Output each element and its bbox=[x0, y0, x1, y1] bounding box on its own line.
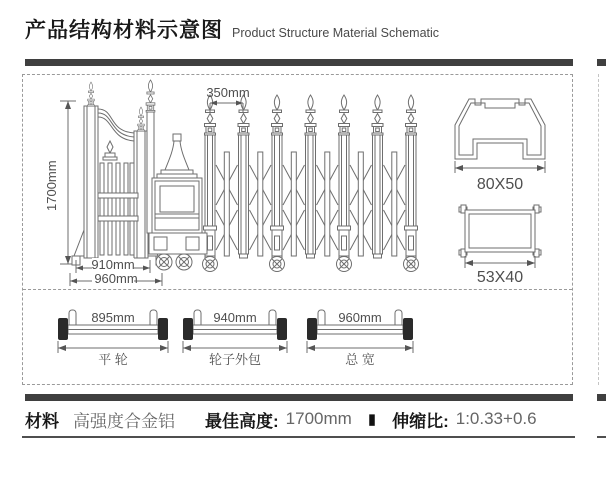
ratio-label: 伸缩比: bbox=[392, 411, 449, 431]
best-height-label: 最佳高度: bbox=[205, 411, 279, 431]
profile-80x50-label: 80X50 bbox=[476, 176, 524, 193]
axle-total-width bbox=[307, 310, 413, 367]
footer-underline-fragment bbox=[597, 436, 606, 438]
ratio-value: 1:0.33+0.6 bbox=[455, 409, 537, 428]
outer-width-dimension bbox=[70, 271, 162, 286]
axle3-label: 总 宽 bbox=[345, 352, 375, 367]
profile-53x40 bbox=[459, 205, 541, 286]
drive-head-cart bbox=[146, 80, 207, 270]
pitch-dimension bbox=[206, 85, 249, 112]
gate-posts bbox=[205, 95, 417, 258]
title-english: Product Structure Material Schematic bbox=[232, 26, 440, 40]
axle-wheel-outer bbox=[183, 310, 287, 367]
axle-width-diagrams bbox=[58, 310, 413, 367]
axle3-dimension: 960mm bbox=[338, 310, 382, 325]
profile-sections bbox=[455, 99, 545, 286]
material-spec-row bbox=[25, 404, 585, 434]
pitch-label: 350mm bbox=[206, 85, 250, 100]
axle1-dimension: 895mm bbox=[91, 310, 135, 325]
outer-width-label: 960mm bbox=[94, 271, 138, 286]
extended-gate-view bbox=[146, 80, 418, 272]
profile-80x50 bbox=[455, 99, 545, 193]
adjacent-panel-bar-fragment-2 bbox=[597, 394, 606, 401]
inner-width-label: 910mm bbox=[91, 257, 135, 272]
height-dimension bbox=[44, 101, 76, 264]
folded-gate-view bbox=[44, 82, 164, 286]
height-label: 1700mm bbox=[44, 160, 59, 211]
footer-underline bbox=[22, 436, 575, 438]
title-chinese: 产品结构材料示意图 bbox=[25, 19, 223, 42]
spec-separator: ▮ bbox=[367, 411, 377, 428]
axle-flat-wheel bbox=[58, 310, 168, 367]
material-label: 材料 bbox=[25, 411, 59, 431]
axle1-label: 平 轮 bbox=[98, 352, 128, 367]
axle2-dimension: 940mm bbox=[213, 310, 257, 325]
profile-53x40-label: 53X40 bbox=[476, 269, 524, 286]
footer-rule-bar bbox=[25, 394, 573, 401]
axle2-label: 轮子外包 bbox=[208, 352, 262, 367]
material-value: 高强度合金铝 bbox=[73, 411, 175, 431]
best-height-value: 1700mm bbox=[285, 409, 352, 428]
